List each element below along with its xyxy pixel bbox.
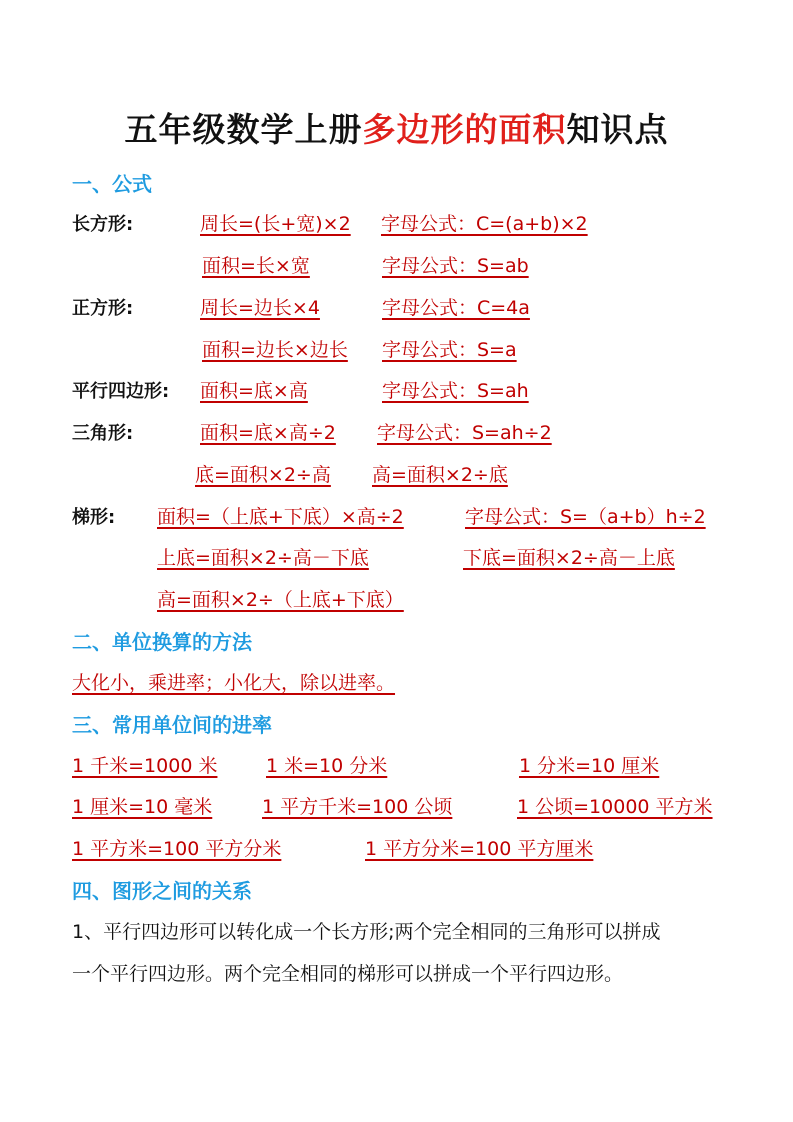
unit-rate-item: 1 公顷=10000 平方米 bbox=[517, 796, 713, 818]
shape-relations-text-line1: 1、平行四边形可以转化成一个长方形;两个完全相同的三角形可以拼成 bbox=[72, 921, 661, 943]
square-perimeter-letter-formula: 字母公式：C=4a bbox=[382, 297, 530, 319]
square-area-formula: 面积=边长×边长 bbox=[202, 339, 348, 361]
unit-rate-item: 1 平方米=100 平方分米 bbox=[72, 838, 282, 860]
unit-rate-item: 1 米=10 分米 bbox=[266, 755, 388, 777]
section-unit-rates-heading: 三、常用单位间的进率 bbox=[72, 713, 272, 737]
unit-rate-item: 1 平方千米=100 公顷 bbox=[262, 796, 453, 818]
square-label: 正方形: bbox=[72, 298, 134, 319]
title-part3: 知识点 bbox=[566, 110, 669, 149]
parallelogram-letter-formula: 字母公式：S=ah bbox=[382, 380, 529, 402]
title-part2: 多边形的面积 bbox=[362, 110, 567, 149]
unit-rate-item: 1 平方分米=100 平方厘米 bbox=[365, 838, 594, 860]
unit-conversion-rule: 大化小，乘进率；小化大，除以进率。 bbox=[72, 672, 396, 694]
square-perimeter-formula: 周长=边长×4 bbox=[200, 297, 320, 319]
section-shape-relations-heading: 四、图形之间的关系 bbox=[72, 879, 252, 903]
square-area-letter-formula: 字母公式：S=a bbox=[382, 339, 517, 361]
section-unit-conversion-heading: 二、单位换算的方法 bbox=[72, 630, 252, 654]
unit-rate-item: 1 分米=10 厘米 bbox=[519, 755, 660, 777]
rectangle-perimeter-letter-formula: 字母公式：C=(a+b)×2 bbox=[381, 213, 588, 235]
page-title bbox=[0, 104, 793, 151]
trapezoid-lower-base-formula: 下底=面积×2÷高－上底 bbox=[463, 547, 675, 569]
rectangle-label: 长方形: bbox=[72, 214, 134, 235]
trapezoid-area-formula: 面积=（上底+下底）×高÷2 bbox=[157, 506, 404, 528]
triangle-area-formula: 面积=底×高÷2 bbox=[200, 422, 336, 444]
unit-rate-item: 1 千米=1000 米 bbox=[72, 755, 218, 777]
parallelogram-label: 平行四边形: bbox=[72, 381, 170, 402]
shape-relations-text-line2: 一个平行四边形。两个完全相同的梯形可以拼成一个平行四边形。 bbox=[72, 963, 624, 985]
triangle-letter-formula: 字母公式：S=ah÷2 bbox=[377, 422, 552, 444]
triangle-base-formula: 底=面积×2÷高 bbox=[195, 464, 331, 486]
triangle-height-formula: 高=面积×2÷底 bbox=[372, 464, 508, 486]
rectangle-area-formula: 面积=长×宽 bbox=[202, 255, 310, 277]
trapezoid-height-formula: 高=面积×2÷（上底+下底） bbox=[157, 589, 404, 611]
trapezoid-upper-base-formula: 上底=面积×2÷高－下底 bbox=[157, 547, 369, 569]
parallelogram-area-formula: 面积=底×高 bbox=[200, 380, 308, 402]
trapezoid-letter-formula: 字母公式：S=（a+b）h÷2 bbox=[465, 506, 706, 528]
title-part1: 五年级数学上册 bbox=[124, 110, 363, 149]
rectangle-area-letter-formula: 字母公式：S=ab bbox=[382, 255, 529, 277]
rectangle-perimeter-formula: 周长=(长+宽)×2 bbox=[200, 213, 351, 235]
unit-rate-item: 1 厘米=10 毫米 bbox=[72, 796, 213, 818]
section-formulas-heading: 一、公式 bbox=[72, 172, 152, 196]
trapezoid-label: 梯形: bbox=[72, 507, 116, 528]
triangle-label: 三角形: bbox=[72, 423, 134, 444]
